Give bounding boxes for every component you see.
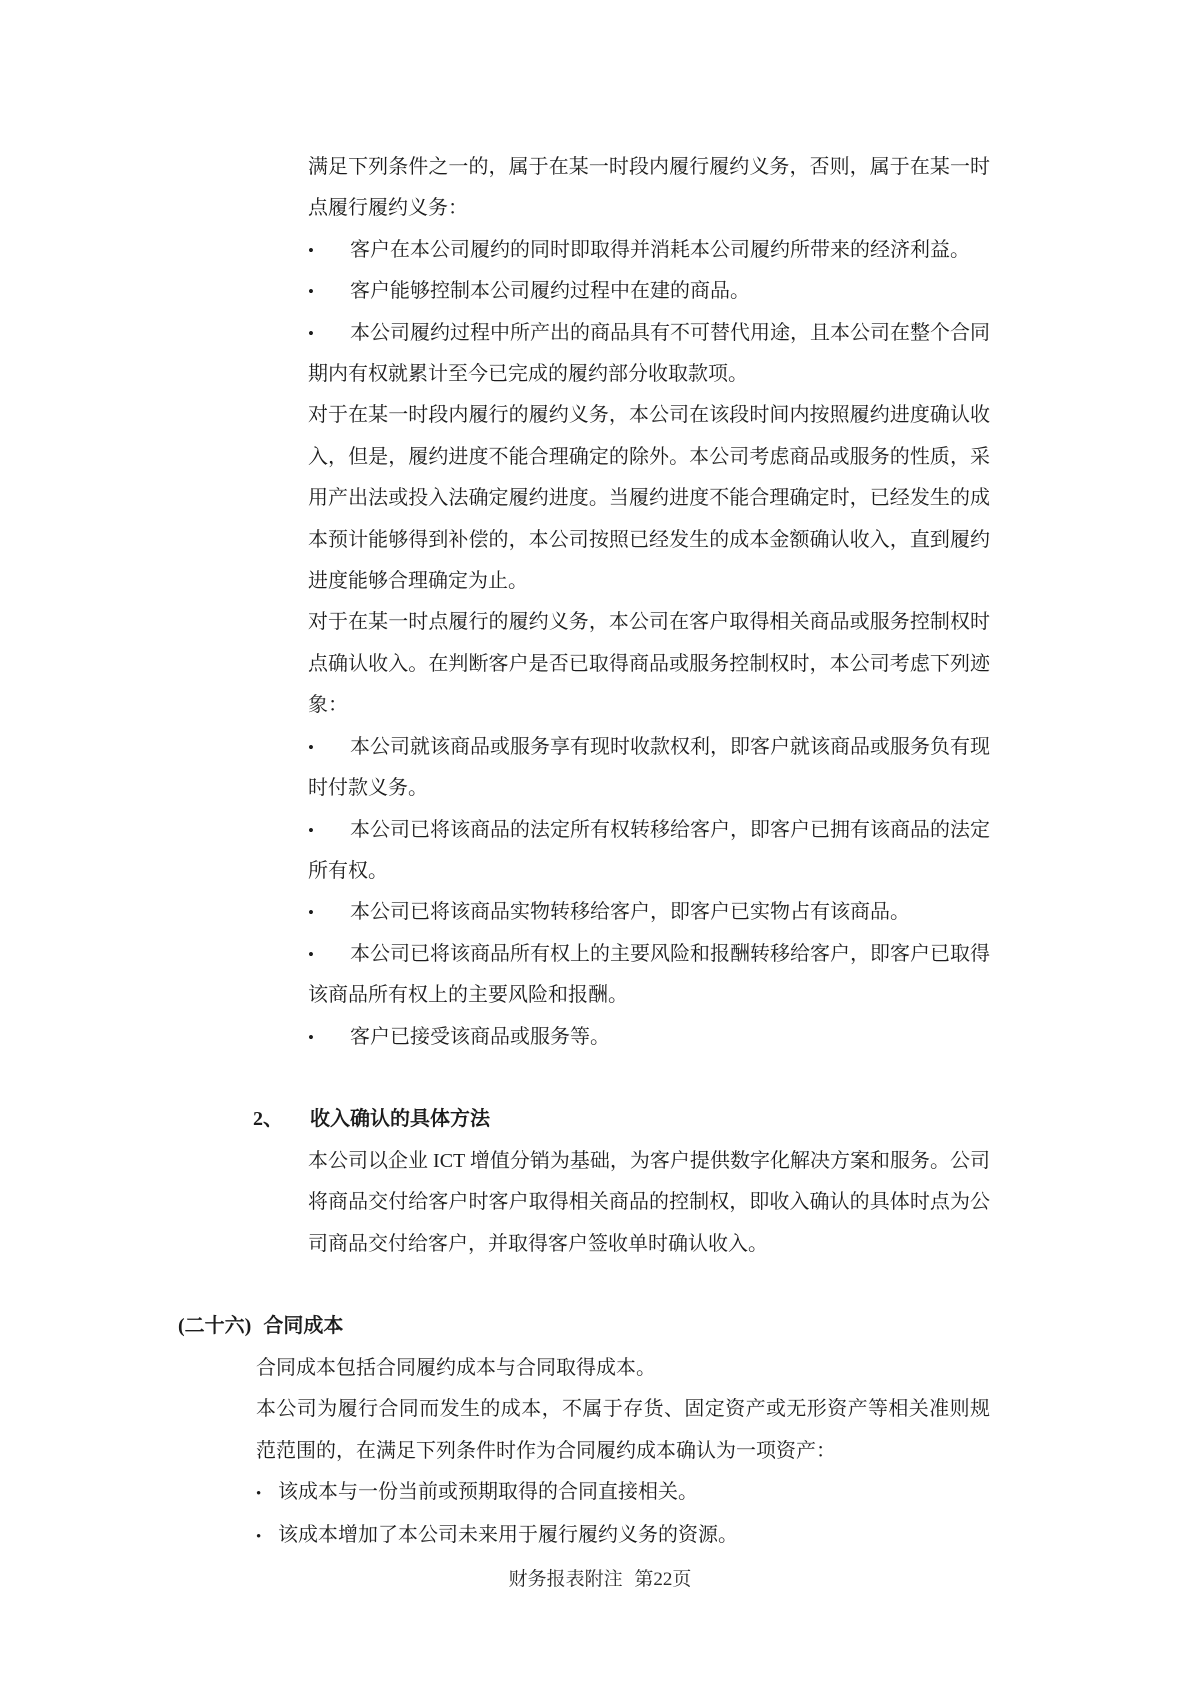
bullet-text: 本公司就该商品或服务享有现时收款权利，即客户就该商品或服务负有现时付款义务。	[308, 735, 990, 800]
bullet-text: 该成本增加了本公司未来用于履行履约义务的资源。	[278, 1524, 738, 1547]
bullet-icon: •	[256, 1485, 262, 1502]
bullet-item-criterion-1	[308, 230, 990, 271]
section-heading-contract-cost	[178, 1306, 1200, 1347]
subsection-heading-revenue-method	[253, 1099, 1200, 1140]
bullet-text: 客户已接受该商品或服务等。	[350, 1025, 610, 1048]
paragraph-contract-cost-2: 本公司为履行合同而发生的成本，不属于存货、固定资产或无形资产等相关准则规范范围的，在满足下列条件时作为合同履约成本确认为一项资产：	[256, 1398, 990, 1462]
bullet-icon: •	[308, 944, 314, 964]
bullet-text: 本公司履约过程中所产出的商品具有不可替代用途，且本公司在整个合同期内有权就累计至今已完成的履约部分收取款项。	[308, 321, 990, 386]
bullet-icon: •	[308, 737, 314, 757]
bullet-icon: •	[308, 323, 314, 343]
bullet-icon: •	[256, 1529, 262, 1546]
bullet-icon: •	[308, 240, 314, 260]
section-number: (二十六)	[178, 1315, 252, 1338]
bullet-icon: •	[308, 820, 314, 840]
bullet-text: 客户能够控制本公司履约过程中在建的商品。	[350, 280, 750, 303]
paragraph-over-time: 对于在某一时段内履行的履约义务，本公司在该段时间内按照履约进度确认收入，但是，履约进度不能合理确定的除外。本公司考虑商品或服务的性质，采用产出法或投入法确定履约进度。当履约进度不能合理确定时，已经发生的成本预计能够得到补偿的，本公司按照已经发生的成本金额确认收入，直到履约进度能够合理确定为止。	[308, 404, 990, 593]
bullet-text: 本公司已将该商品所有权上的主要风险和报酬转移给客户，即客户已取得该商品所有权上的主要风险和报酬。	[308, 942, 990, 1007]
bullet-text: 客户在本公司履约的同时即取得并消耗本公司履约所带来的经济利益。	[350, 238, 970, 261]
bullet-item-indicator-4	[308, 934, 990, 1017]
bullet-item-indicator-2	[308, 810, 990, 893]
paragraph-revenue-method-body: 本公司以企业 ICT 增值分销为基础，为客户提供数字化解决方案和服务。公司将商品交付给客户时客户取得相关商品的控制权，即收入确认的具体时点为公司商品交付给客户，并取得客户签收单时确认收入。	[308, 1149, 990, 1255]
bullet-item-criterion-3	[308, 313, 990, 396]
bullet-item-condition-2	[256, 1515, 990, 1558]
subsection-title: 收入确认的具体方法	[310, 1108, 490, 1131]
bullet-icon: •	[308, 282, 314, 302]
paragraph-contract-cost-1: 合同成本包括合同履约成本与合同取得成本。	[256, 1356, 656, 1379]
bullet-item-indicator-3	[308, 892, 990, 933]
bullet-item-condition-1	[256, 1472, 990, 1515]
bullet-text: 本公司已将该商品实物转移给客户，即客户已实物占有该商品。	[350, 901, 910, 924]
bullet-item-indicator-5	[308, 1017, 990, 1058]
bullet-text: 本公司已将该商品的法定所有权转移给客户，即客户已拥有该商品的法定所有权。	[308, 818, 990, 882]
bullet-icon: •	[308, 903, 314, 923]
bullet-icon: •	[308, 1027, 314, 1047]
subsection-number: 2、	[253, 1108, 283, 1131]
bullet-text: 该成本与一份当前或预期取得的合同直接相关。	[278, 1480, 698, 1503]
page-footer: 财务报表附注 第22页	[508, 1569, 692, 1590]
bullet-item-criterion-2	[308, 271, 990, 312]
bullet-item-indicator-1	[308, 727, 990, 810]
paragraph-revenue-intro: 满足下列条件之一的，属于在某一时段内履行履约义务，否则，属于在某一时点履行履约义务：	[308, 156, 990, 220]
section-title: 合同成本	[263, 1315, 344, 1338]
paragraph-point-in-time: 对于在某一时点履行的履约义务，本公司在客户取得相关商品或服务控制权时点确认收入。在判断客户是否已取得商品或服务控制权时，本公司考虑下列迹象：	[308, 611, 990, 717]
